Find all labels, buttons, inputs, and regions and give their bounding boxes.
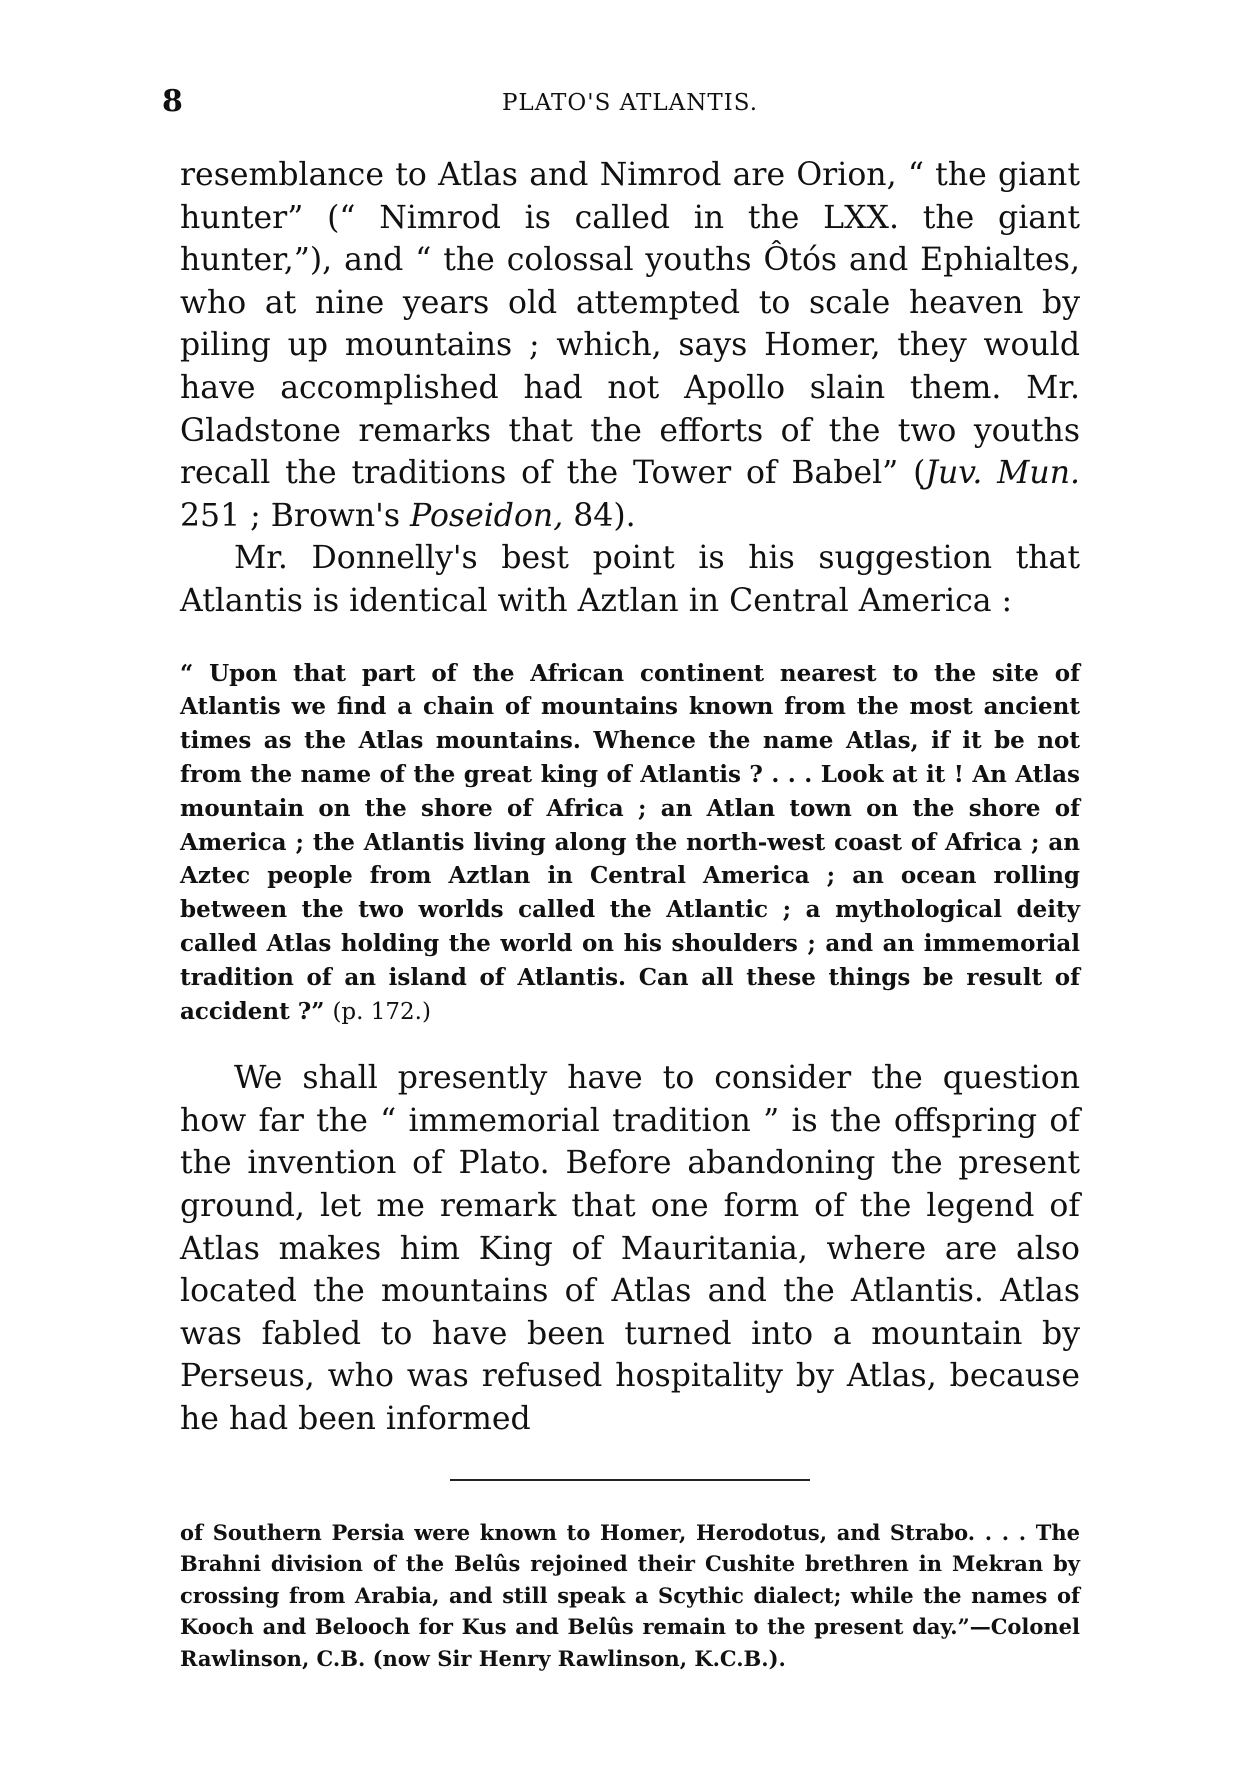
- footnote-divider: [450, 1479, 810, 1481]
- book-page: [162, 84, 1081, 1675]
- page-header: [162, 84, 1080, 124]
- page-number: 8: [162, 84, 184, 119]
- paragraph-2: Mr. Donnelly's best point is his suggestion that Atlantis is identical with Aztlan in Central America :: [180, 540, 1080, 619]
- citation-poseidon: Poseidon,: [410, 497, 564, 534]
- citation-juv-mun: Juv. Mun.: [925, 455, 1081, 492]
- paragraph-1-text-b: 251 ; Brown's: [180, 497, 411, 534]
- paragraph-1-text-c: 84).: [563, 497, 636, 534]
- main-text: [180, 154, 1080, 623]
- block-quote: [180, 657, 1080, 1030]
- paragraph-3: We shall presently have to consider the question how far the “ immemorial tradition ” is the offspring of the invention of Plato. Before abandoning the present ground, let me remark that one form of the legend of Atlas makes him King of Mauritania, where are also located the mountains of Atlas and the Atlantis. Atlas was fabled to have been turned into a mountain by Perseus, who was refused hospitality by Atlas, because he had been informed: [180, 1060, 1080, 1438]
- main-text-continued: [180, 1057, 1080, 1440]
- quote-text: “ Upon that part of the African continent nearest to the site of Atlantis we find a chain of mountains known from the most ancient times as the Atlas mountains. Whence the name Atlas, if it be not from the name of the great king of Atlantis ? . . . Look at it ! An Atlas mountain on the shore of Africa ; an Atlan town on the shore of America ; the Atlantis living along the north-west coast of Africa ; an Aztec people from Aztlan in Central America ; an ocean rolling between the two worlds called the Atlantic ; a mythological deity called Atlas holding the world on his shoulders ; and an immemorial tradition of an island of Atlantis. Can all these things be result of accident ?”: [180, 659, 1080, 1025]
- running-title: PLATO'S ATLANTIS.: [501, 90, 759, 116]
- footnote: of Southern Persia were known to Homer, Herodotus, and Strabo. . . . The Brahni division of the Belûs rejoined their Cushite brethren in Mekran by crossing from Arabia, and still speak a Scythic dialect; while the names of Kooch and Belooch for Kus and Belûs remain to the present day.”—Colonel Rawlinson, C.B. (now Sir Henry Rawlinson, K.C.B.).: [180, 1519, 1080, 1672]
- paragraph-1: [180, 154, 1080, 537]
- quote-reference: (p. 172.): [332, 998, 431, 1025]
- paragraph-1-text-a: resemblance to Atlas and Nimrod are Orion, “ the giant hunter” (“ Nimrod is called in the LXX. the giant hunter,”), and “ the colossal youths Ôtós and Ephialtes, who at nine years old attempted to scale heaven by piling up mountains ; which, says Homer, they would have accomplished had not Apollo slain them. Mr. Gladstone remarks that the efforts of the two youths recall the traditions of the Tower of Babel” (: [180, 157, 1080, 492]
